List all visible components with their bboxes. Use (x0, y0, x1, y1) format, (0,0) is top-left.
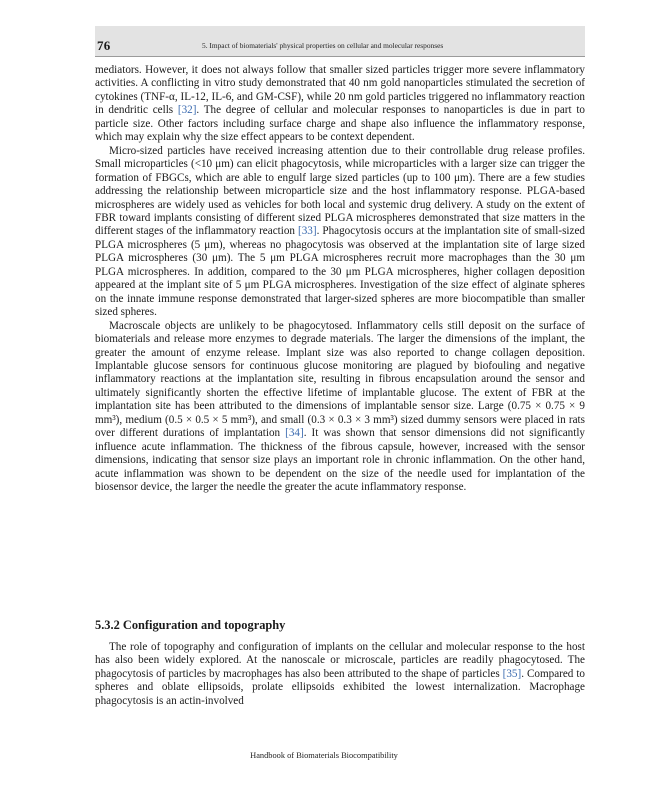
paragraph-3 (95, 320, 585, 495)
citation-link[interactable]: [32] (177, 104, 197, 117)
paragraph-text: Micro-sized particles have received increasing attention due to their controllable drug release profiles. Small microparticles (<10 μm) can elicit phagocytosis, while microparticles with a larger size can trigger the formation of FBGCs, which are able to engulf large sized particles (up to 100 μm). There are a few studies addressing the relationship between microparticle size and the host inflammatory response. PLGA-based microspheres are widely used as vehicles for both local and systemic drug delivery. A study on the extent of FBR toward implants consisting of different sized PLGA microspheres demonstrated that size matters in the different stages of the inflammatory reaction (95, 144, 585, 238)
paragraph-text: . Compared to spheres and oblate ellipsoids, prolate ellipsoids exhibited the lowest internalization. Macrophage phagocytosis is an actin-involved (95, 667, 585, 707)
paragraph-text: . The degree of cellular and molecular responses to nanoparticles is due in part to particle size. Other factors including surface charge and shape also influence the inflammatory response, which may explain why the size effect appears to be context dependent. (95, 104, 585, 144)
citation-link[interactable]: [35] (502, 667, 522, 680)
running-head: 5. Impact of biomaterials' physical properties on cellular and molecular responses (202, 41, 444, 50)
paragraph-text: Macroscale objects are unlikely to be phagocytosed. Inflammatory cells still deposit on the surface of biomaterials and release more enzymes to degrade materials. The larger the dimensions of the implant, the greater the amount of enzyme release. Implant size was also reported to change collagen deposition. Implantable glucose sensors for continuous glucose monitoring are plagued by biofouling and negative inflammatory reactions at the implantation site, resulting in fibrous encapsulation around the sensor and ultimately significantly shorten the effective lifetime of implantable glucose. The extent of FBR at the implantation site has been attributed to the dimensions of implantable sensor size. Large (0.75 × 0.75 × 9 mm³), medium (0.5 × 0.5 × 5 mm³), and small (0.3 × 0.3 × 3 mm³) sized dummy sensors were placed in rats over different durations of implantation (95, 319, 585, 440)
section-body (95, 641, 585, 708)
section-paragraph-1 (95, 641, 585, 708)
paragraph-1 (95, 64, 585, 145)
paragraph-text: mediators. However, it does not always follow that smaller sized particles trigger more severe inflammatory activities. A conflicting in vitro study demonstrated that 40 nm gold nanoparticles stimulated the secretion of cytokines (TNF-α, IL-12, IL-6, and GM-CSF), while 20 nm gold particles triggered no inflammatory reaction in dendritic cells (95, 64, 585, 117)
citation-link[interactable]: [33] (298, 225, 317, 238)
paragraph-2 (95, 145, 585, 320)
page-number: 76 (97, 38, 111, 53)
paragraph-text: . Phagocytosis occurs at the implantation site of small-sized PLGA microspheres (5 μm), whereas no phagocytosis was observed at the implantation site of large sized PLGA microspheres (30 μm). The 5 μm PLGA microspheres recruit more macrophages than the 30 μm PLGA microspheres. In addition, compared to the 30 μm PLGA microspheres, higher collagen deposition appeared at the implant site of 5 μm PLGA microspheres. Investigation of the size effect of alginate spheres on the innate immune response demonstrated that larger-sized spheres are more biocompatible than smaller sized spheres. (95, 225, 585, 319)
citation-link[interactable]: [34] (285, 427, 304, 440)
paragraph-text: . It was shown that sensor dimensions did not significantly influence acute inflammation. The thickness of the fibrous capsule, however, increased with the sensor dimensions, indicating that sensor size plays an important role in chronic inflammation. On the other hand, acute inflammation was shown to be dependent on the size of the needle used for implantation of the biosensor device, the larger the needle the greater the acute inflammatory response. (95, 427, 585, 494)
section-heading: 5.3.2 Configuration and topography (95, 618, 286, 632)
footer-book-title: Handbook of Biomaterials Biocompatibility (250, 751, 398, 760)
body-text (95, 64, 585, 495)
paragraph-text: The role of topography and configuration of implants on the cellular and molecular response to the host has also been widely explored. At the nanoscale or microscale, particles are readily phagocytosed. The phagocytosis of particles by macrophages has also been attributed to the shape of particles (95, 641, 585, 680)
